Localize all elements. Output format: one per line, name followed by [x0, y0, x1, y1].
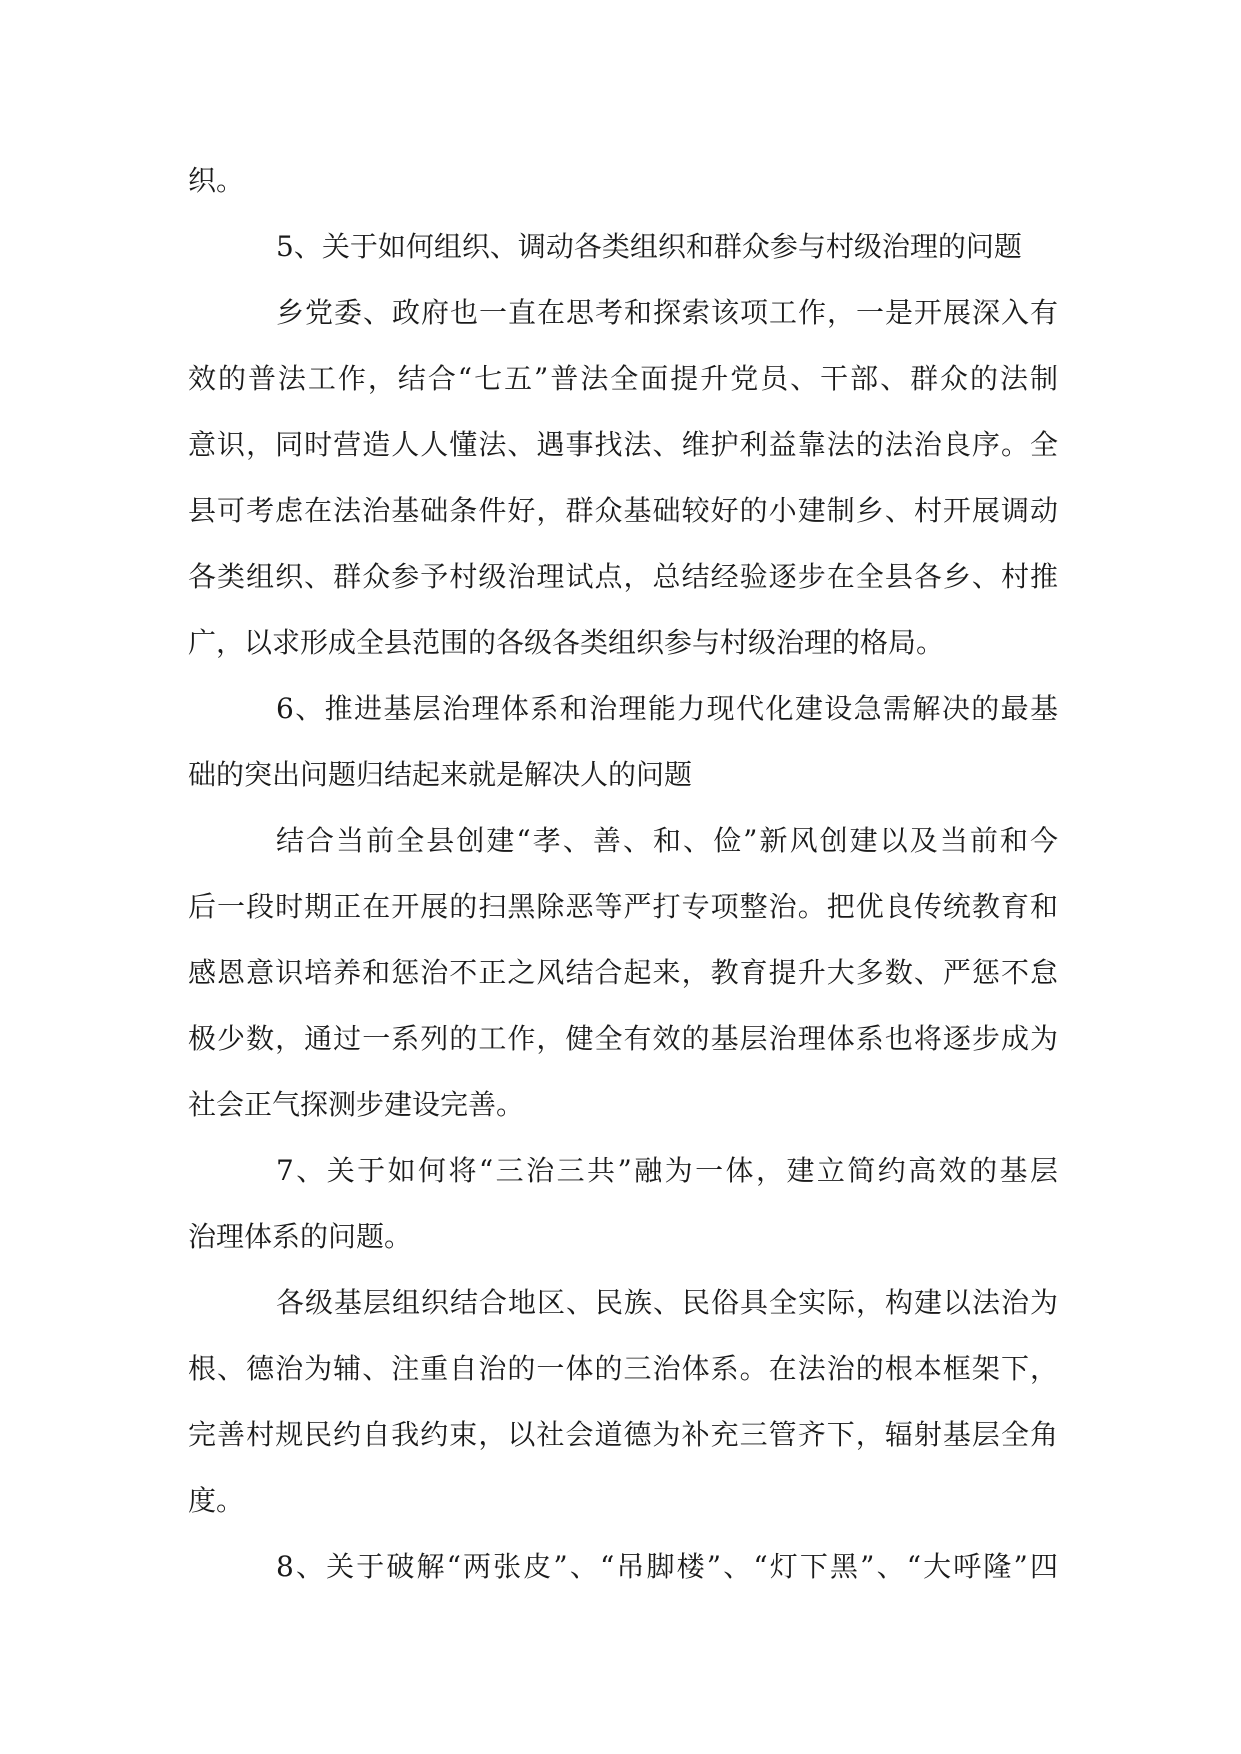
text-line: 完善村规民约自我约束，以社会道德为补充三管齐下，辐射基层全角	[188, 1418, 1058, 1451]
text-line: 极少数，通过一系列的工作，健全有效的基层治理体系也将逐步成为	[188, 1022, 1058, 1055]
text-line: 各级基层组织结合地区、民族、民俗具全实际，构建以法治为	[276, 1286, 1058, 1319]
text-line: 县可考虑在法治基础条件好，群众基础较好的小建制乡、村开展调动	[188, 494, 1058, 527]
section-heading-8: 8、关于破解“两张皮”、“吊脚楼”、“灯下黑”、“大呼隆”四	[276, 1550, 1058, 1583]
section-heading-6-cont: 础的突出问题归结起来就是解决人的问题	[188, 758, 693, 791]
section-heading-7: 7、关于如何将“三治三共”融为一体，建立简约高效的基层	[276, 1154, 1058, 1187]
section-heading-5: 5、关于如何组织、调动各类组织和群众参与村级治理的问题	[276, 230, 1022, 263]
section-heading-6: 6、推进基层治理体系和治理能力现代化建设急需解决的最基	[276, 692, 1058, 725]
text-line: 社会正气探测步建设完善。	[188, 1088, 525, 1121]
text-line: 度。	[188, 1484, 245, 1517]
section-heading-7-cont: 治理体系的问题。	[188, 1220, 413, 1253]
text-line: 意识，同时营造人人懂法、遇事找法、维护利益靠法的法治良序。全	[188, 428, 1058, 461]
document-body	[188, 148, 1058, 1600]
text-line: 效的普法工作，结合“七五”普法全面提升党员、干部、群众的法制	[188, 362, 1058, 395]
text-line: 后一段时期正在开展的扫黑除恶等严打专项整治。把优良传统教育和	[188, 890, 1058, 923]
text-line: 结合当前全县创建“孝、善、和、俭”新风创建以及当前和今	[276, 824, 1058, 857]
text-line: 感恩意识培养和惩治不正之风结合起来，教育提升大多数、严惩不怠	[188, 956, 1058, 989]
text-line: 乡党委、政府也一直在思考和探索该项工作，一是开展深入有	[276, 296, 1058, 329]
text-line: 各类组织、群众参予村级治理试点，总结经验逐步在全县各乡、村推	[188, 560, 1058, 593]
text-line: 根、德治为辅、注重自治的一体的三治体系。在法治的根本框架下，	[188, 1352, 1058, 1385]
text-line: 织。	[188, 164, 245, 197]
text-line: 广，以求形成全县范围的各级各类组织参与村级治理的格局。	[188, 626, 945, 659]
